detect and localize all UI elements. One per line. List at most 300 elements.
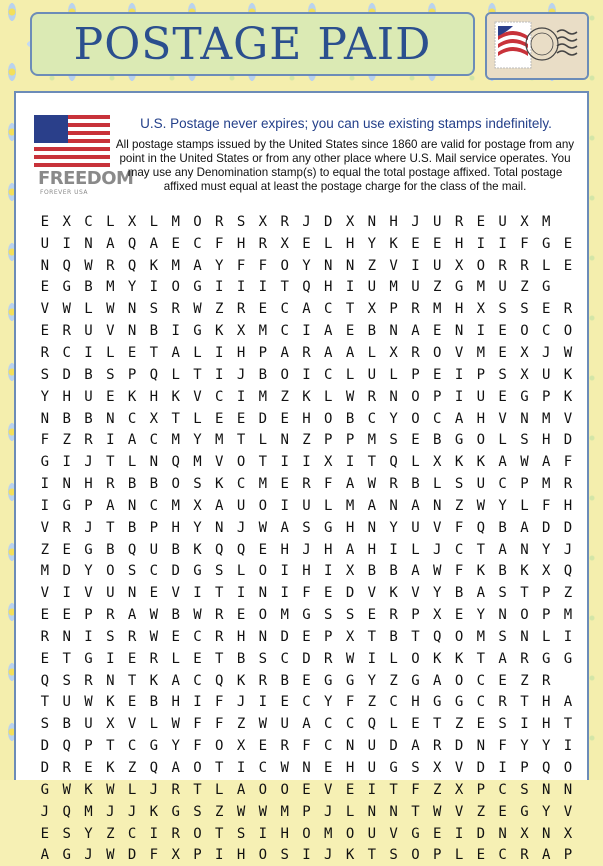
grid-letter[interactable]: O (433, 344, 442, 361)
grid-letter[interactable]: K (454, 454, 464, 471)
grid-letter[interactable]: A (302, 301, 311, 318)
grid-letter[interactable]: X (345, 563, 355, 580)
grid-letter[interactable]: I (215, 847, 224, 864)
grid-letter[interactable]: D (476, 760, 486, 777)
grid-letter[interactable]: K (433, 650, 442, 667)
grid-letter[interactable]: L (454, 847, 464, 864)
grid-letter[interactable]: E (84, 760, 93, 777)
grid-letter[interactable]: P (258, 344, 268, 361)
grid-letter[interactable]: N (542, 825, 551, 842)
grid-letter[interactable]: R (302, 476, 311, 493)
grid-letter[interactable]: L (149, 213, 159, 230)
grid-letter[interactable]: A (345, 344, 355, 361)
grid-letter[interactable]: S (149, 301, 159, 318)
grid-letter[interactable]: J (127, 803, 137, 820)
grid-letter[interactable]: A (324, 344, 333, 361)
grid-letter[interactable]: Q (171, 454, 180, 471)
grid-letter[interactable]: O (563, 323, 573, 340)
grid-letter[interactable]: G (302, 607, 311, 624)
grid-letter[interactable]: E (171, 628, 180, 645)
grid-letter[interactable]: C (324, 301, 333, 318)
grid-letter[interactable]: L (345, 366, 355, 383)
grid-letter[interactable]: A (563, 694, 573, 711)
grid-letter[interactable]: K (149, 257, 159, 274)
grid-letter[interactable]: W (433, 563, 442, 580)
grid-letter[interactable]: T (520, 585, 529, 602)
grid-letter[interactable]: H (476, 410, 486, 427)
grid-letter[interactable]: Z (389, 672, 398, 689)
grid-letter[interactable]: Q (127, 541, 137, 558)
grid-letter[interactable]: L (171, 366, 180, 383)
grid-letter[interactable]: L (542, 257, 551, 274)
grid-letter[interactable]: H (84, 476, 93, 493)
grid-letter[interactable]: U (433, 257, 442, 274)
grid-letter[interactable]: T (389, 781, 398, 798)
grid-letter[interactable]: E (127, 344, 137, 361)
grid-letter[interactable]: I (84, 344, 93, 361)
grid-letter[interactable]: C (324, 366, 333, 383)
grid-letter[interactable]: P (345, 432, 355, 449)
grid-letter[interactable]: H (171, 519, 180, 536)
grid-letter[interactable]: T (411, 803, 420, 820)
grid-letter[interactable]: C (476, 694, 486, 711)
grid-letter[interactable]: S (520, 781, 529, 798)
grid-letter[interactable]: O (258, 847, 268, 864)
grid-letter[interactable]: C (498, 847, 507, 864)
grid-letter[interactable]: R (302, 344, 311, 361)
grid-letter[interactable]: R (258, 235, 268, 252)
grid-letter[interactable]: J (84, 847, 93, 864)
grid-letter[interactable]: A (542, 454, 551, 471)
grid-letter[interactable]: V (84, 585, 93, 602)
grid-letter[interactable]: L (106, 344, 115, 361)
grid-letter[interactable]: O (193, 760, 202, 777)
grid-letter[interactable]: S (258, 650, 268, 667)
grid-letter[interactable]: R (84, 432, 93, 449)
grid-letter[interactable]: C (389, 694, 398, 711)
grid-letter[interactable]: S (62, 825, 71, 842)
grid-letter[interactable]: Q (302, 279, 311, 296)
grid-letter[interactable]: M (476, 628, 486, 645)
grid-letter[interactable]: D (563, 432, 573, 449)
grid-letter[interactable]: S (411, 760, 420, 777)
grid-letter[interactable]: O (258, 563, 268, 580)
grid-letter[interactable]: P (542, 388, 551, 405)
grid-letter[interactable]: E (498, 388, 507, 405)
grid-letter[interactable]: T (106, 454, 115, 471)
grid-letter[interactable]: X (520, 344, 529, 361)
grid-letter[interactable]: A (171, 760, 180, 777)
grid-letter[interactable]: H (236, 847, 246, 864)
grid-letter[interactable]: J (236, 694, 246, 711)
grid-letter[interactable]: I (367, 781, 377, 798)
grid-letter[interactable]: W (520, 454, 529, 471)
grid-letter[interactable]: O (411, 388, 420, 405)
grid-letter[interactable]: B (84, 279, 93, 296)
grid-letter[interactable]: X (433, 607, 442, 624)
grid-letter[interactable]: W (345, 388, 355, 405)
grid-letter[interactable]: P (476, 366, 486, 383)
grid-letter[interactable]: K (127, 388, 137, 405)
grid-letter[interactable]: C (149, 497, 159, 514)
grid-letter[interactable]: X (520, 825, 529, 842)
grid-letter[interactable]: T (106, 519, 115, 536)
grid-letter[interactable]: G (193, 563, 202, 580)
grid-letter[interactable]: H (411, 694, 420, 711)
grid-letter[interactable]: H (367, 541, 377, 558)
grid-letter[interactable]: O (302, 825, 311, 842)
grid-letter[interactable]: O (193, 213, 202, 230)
grid-letter[interactable]: P (542, 585, 551, 602)
grid-letter[interactable]: W (563, 344, 573, 361)
grid-letter[interactable]: T (106, 738, 115, 755)
grid-letter[interactable]: U (302, 497, 311, 514)
grid-letter[interactable]: F (563, 454, 573, 471)
grid-letter[interactable]: N (498, 607, 507, 624)
grid-letter[interactable]: V (215, 454, 224, 471)
grid-letter[interactable]: S (193, 476, 202, 493)
grid-letter[interactable]: R (411, 344, 420, 361)
grid-letter[interactable]: L (411, 454, 420, 471)
grid-letter[interactable]: H (542, 716, 551, 733)
grid-letter[interactable]: E (476, 716, 486, 733)
grid-letter[interactable]: C (193, 235, 202, 252)
grid-letter[interactable]: E (498, 803, 507, 820)
grid-letter[interactable]: B (84, 410, 93, 427)
grid-letter[interactable]: E (40, 213, 50, 230)
grid-letter[interactable]: F (345, 694, 355, 711)
grid-letter[interactable]: C (127, 410, 137, 427)
grid-letter[interactable]: B (367, 323, 377, 340)
grid-letter[interactable]: E (498, 344, 507, 361)
grid-letter[interactable]: C (280, 301, 289, 318)
grid-letter[interactable]: H (324, 279, 333, 296)
grid-letter[interactable]: F (193, 716, 202, 733)
grid-letter[interactable]: S (345, 607, 355, 624)
grid-letter[interactable]: A (280, 344, 289, 361)
grid-letter[interactable]: U (84, 323, 93, 340)
grid-letter[interactable]: E (40, 825, 50, 842)
grid-letter[interactable]: L (389, 366, 398, 383)
grid-letter[interactable]: I (84, 628, 93, 645)
grid-letter[interactable]: V (563, 410, 573, 427)
grid-letter[interactable]: T (258, 454, 268, 471)
grid-letter[interactable]: L (193, 410, 202, 427)
grid-letter[interactable]: I (498, 235, 507, 252)
grid-letter[interactable]: X (258, 213, 268, 230)
grid-letter[interactable]: R (280, 738, 289, 755)
grid-letter[interactable]: M (215, 432, 224, 449)
grid-letter[interactable]: B (280, 672, 289, 689)
grid-letter[interactable]: P (433, 388, 442, 405)
grid-letter[interactable]: J (324, 803, 333, 820)
grid-letter[interactable]: U (367, 738, 377, 755)
grid-letter[interactable]: S (302, 519, 311, 536)
grid-letter[interactable]: N (40, 410, 50, 427)
grid-letter[interactable]: L (433, 476, 442, 493)
grid-letter[interactable]: F (542, 497, 551, 514)
grid-letter[interactable]: S (324, 607, 333, 624)
grid-letter[interactable]: U (84, 388, 93, 405)
grid-letter[interactable]: D (324, 213, 333, 230)
grid-letter[interactable]: I (302, 366, 311, 383)
grid-letter[interactable]: Y (215, 257, 224, 274)
grid-letter[interactable]: M (171, 432, 180, 449)
grid-letter[interactable]: K (389, 585, 398, 602)
grid-letter[interactable]: N (62, 476, 71, 493)
grid-letter[interactable]: A (411, 563, 420, 580)
grid-letter[interactable]: V (433, 519, 442, 536)
grid-letter[interactable]: C (542, 323, 551, 340)
grid-letter[interactable]: U (149, 541, 159, 558)
grid-letter[interactable]: I (454, 366, 464, 383)
grid-letter[interactable]: P (324, 628, 333, 645)
grid-letter[interactable]: C (236, 476, 246, 493)
grid-letter[interactable]: R (542, 672, 551, 689)
grid-letter[interactable]: N (542, 781, 551, 798)
grid-letter[interactable]: R (40, 628, 50, 645)
grid-letter[interactable]: E (433, 366, 442, 383)
grid-letter[interactable]: A (280, 519, 289, 536)
grid-letter[interactable]: S (106, 628, 115, 645)
grid-letter[interactable]: E (302, 672, 311, 689)
grid-letter[interactable]: W (193, 607, 202, 624)
grid-letter[interactable]: B (62, 410, 71, 427)
grid-letter[interactable]: W (193, 301, 202, 318)
grid-letter[interactable]: R (215, 607, 224, 624)
grid-letter[interactable]: J (302, 541, 311, 558)
grid-letter[interactable]: L (367, 344, 377, 361)
grid-letter[interactable]: V (389, 257, 398, 274)
grid-letter[interactable]: Z (476, 803, 486, 820)
grid-letter[interactable]: E (498, 323, 507, 340)
grid-letter[interactable]: N (520, 410, 529, 427)
grid-letter[interactable]: D (542, 519, 551, 536)
grid-letter[interactable]: A (345, 476, 355, 493)
grid-letter[interactable]: X (345, 213, 355, 230)
grid-letter[interactable]: Y (302, 257, 311, 274)
grid-letter[interactable]: R (171, 301, 180, 318)
grid-letter[interactable]: Z (215, 803, 224, 820)
grid-letter[interactable]: G (454, 694, 464, 711)
grid-letter[interactable]: A (193, 257, 202, 274)
grid-letter[interactable]: V (563, 803, 573, 820)
grid-letter[interactable]: G (454, 432, 464, 449)
grid-letter[interactable]: S (236, 213, 246, 230)
grid-letter[interactable]: V (324, 781, 333, 798)
grid-letter[interactable]: W (258, 803, 268, 820)
grid-letter[interactable]: C (62, 344, 71, 361)
grid-letter[interactable]: U (411, 519, 420, 536)
grid-letter[interactable]: L (345, 803, 355, 820)
grid-letter[interactable]: U (40, 235, 50, 252)
grid-letter[interactable]: E (324, 585, 333, 602)
grid-letter[interactable]: P (520, 760, 529, 777)
grid-letter[interactable]: R (62, 323, 71, 340)
grid-letter[interactable]: V (106, 323, 115, 340)
grid-letter[interactable]: G (345, 672, 355, 689)
grid-letter[interactable]: R (498, 257, 507, 274)
grid-letter[interactable]: W (62, 301, 71, 318)
grid-letter[interactable]: R (563, 476, 573, 493)
grid-letter[interactable]: E (433, 323, 442, 340)
grid-letter[interactable]: H (345, 519, 355, 536)
grid-letter[interactable]: N (520, 541, 529, 558)
grid-letter[interactable]: W (258, 716, 268, 733)
grid-letter[interactable]: G (193, 279, 202, 296)
grid-letter[interactable]: Q (389, 454, 398, 471)
grid-letter[interactable]: U (411, 279, 420, 296)
grid-letter[interactable]: B (106, 541, 115, 558)
grid-letter[interactable]: Z (563, 585, 573, 602)
grid-letter[interactable]: I (454, 388, 464, 405)
grid-letter[interactable]: O (106, 563, 115, 580)
grid-letter[interactable]: H (542, 694, 551, 711)
grid-letter[interactable]: H (454, 301, 464, 318)
grid-letter[interactable]: M (542, 410, 551, 427)
grid-letter[interactable]: Y (542, 738, 551, 755)
grid-letter[interactable]: G (62, 847, 71, 864)
grid-letter[interactable]: X (62, 213, 71, 230)
grid-letter[interactable]: S (280, 847, 289, 864)
grid-letter[interactable]: C (476, 672, 486, 689)
grid-letter[interactable]: Q (215, 672, 224, 689)
grid-letter[interactable]: Y (520, 738, 529, 755)
grid-letter[interactable]: G (542, 650, 551, 667)
grid-letter[interactable]: Y (389, 519, 398, 536)
grid-letter[interactable]: E (258, 738, 268, 755)
grid-letter[interactable]: G (411, 825, 420, 842)
grid-letter[interactable]: E (542, 301, 551, 318)
grid-letter[interactable]: P (411, 366, 420, 383)
grid-letter[interactable]: R (563, 301, 573, 318)
grid-letter[interactable]: Z (302, 432, 311, 449)
grid-letter[interactable]: D (389, 738, 398, 755)
grid-letter[interactable]: E (171, 235, 180, 252)
grid-letter[interactable]: I (302, 323, 311, 340)
grid-letter[interactable]: A (127, 607, 137, 624)
grid-letter[interactable]: I (215, 366, 224, 383)
grid-letter[interactable]: Z (62, 432, 71, 449)
grid-letter[interactable]: D (62, 366, 71, 383)
grid-letter[interactable]: C (127, 825, 137, 842)
grid-letter[interactable]: X (476, 301, 486, 318)
grid-letter[interactable]: N (389, 388, 398, 405)
grid-letter[interactable]: I (280, 585, 289, 602)
grid-letter[interactable]: O (215, 738, 224, 755)
grid-letter[interactable]: G (62, 497, 71, 514)
grid-letter[interactable]: C (454, 541, 464, 558)
grid-letter[interactable]: A (324, 323, 333, 340)
grid-letter[interactable]: A (411, 323, 420, 340)
grid-letter[interactable]: I (62, 454, 71, 471)
grid-letter[interactable]: L (171, 650, 180, 667)
grid-letter[interactable]: V (498, 410, 507, 427)
grid-letter[interactable]: Q (40, 672, 50, 689)
grid-letter[interactable]: L (215, 781, 224, 798)
grid-letter[interactable]: Z (280, 388, 289, 405)
grid-letter[interactable]: R (258, 672, 268, 689)
grid-letter[interactable]: T (367, 847, 377, 864)
grid-letter[interactable]: M (280, 803, 289, 820)
grid-letter[interactable]: S (127, 563, 137, 580)
grid-letter[interactable]: B (149, 323, 159, 340)
grid-letter[interactable]: Y (433, 585, 442, 602)
grid-letter[interactable]: F (324, 476, 333, 493)
grid-letter[interactable]: V (193, 388, 202, 405)
grid-letter[interactable]: S (193, 803, 202, 820)
grid-letter[interactable]: I (236, 279, 246, 296)
grid-letter[interactable]: T (367, 628, 377, 645)
grid-letter[interactable]: W (476, 497, 486, 514)
grid-letter[interactable]: Y (367, 235, 377, 252)
grid-letter[interactable]: E (302, 781, 311, 798)
grid-letter[interactable]: P (520, 476, 529, 493)
grid-letter[interactable]: Y (498, 497, 507, 514)
grid-letter[interactable]: I (520, 716, 529, 733)
grid-letter[interactable]: P (433, 847, 442, 864)
grid-letter[interactable]: I (236, 388, 246, 405)
grid-letter[interactable]: R (84, 672, 93, 689)
grid-letter[interactable]: X (520, 213, 529, 230)
grid-letter[interactable]: P (127, 366, 137, 383)
grid-letter[interactable]: W (84, 257, 93, 274)
grid-letter[interactable]: I (149, 825, 159, 842)
grid-letter[interactable]: B (171, 607, 180, 624)
grid-letter[interactable]: F (193, 738, 202, 755)
grid-letter[interactable]: M (476, 344, 486, 361)
grid-letter[interactable]: C (280, 323, 289, 340)
grid-letter[interactable]: S (215, 563, 224, 580)
grid-letter[interactable]: W (345, 650, 355, 667)
grid-letter[interactable]: G (324, 519, 333, 536)
grid-letter[interactable]: X (345, 628, 355, 645)
grid-letter[interactable]: K (476, 563, 486, 580)
grid-letter[interactable]: C (215, 388, 224, 405)
grid-letter[interactable]: N (127, 497, 137, 514)
grid-letter[interactable]: Z (40, 541, 50, 558)
grid-letter[interactable]: Q (236, 541, 246, 558)
grid-letter[interactable]: N (106, 672, 115, 689)
grid-letter[interactable]: C (149, 432, 159, 449)
grid-letter[interactable]: Y (367, 672, 377, 689)
grid-letter[interactable]: N (258, 585, 268, 602)
grid-letter[interactable]: K (520, 563, 529, 580)
grid-letter[interactable]: M (193, 454, 202, 471)
grid-letter[interactable]: P (84, 607, 93, 624)
grid-letter[interactable]: X (520, 366, 529, 383)
grid-letter[interactable]: H (280, 541, 289, 558)
grid-letter[interactable]: N (302, 760, 311, 777)
grid-letter[interactable]: F (215, 235, 224, 252)
grid-letter[interactable]: G (324, 672, 333, 689)
grid-letter[interactable]: N (62, 628, 71, 645)
grid-letter[interactable]: R (62, 519, 71, 536)
grid-letter[interactable]: B (127, 476, 137, 493)
grid-letter[interactable]: J (411, 213, 420, 230)
grid-letter[interactable]: S (106, 366, 115, 383)
grid-letter[interactable]: O (258, 497, 268, 514)
grid-letter[interactable]: Z (215, 301, 224, 318)
grid-letter[interactable]: H (324, 541, 333, 558)
grid-letter[interactable]: S (40, 366, 50, 383)
grid-letter[interactable]: G (171, 803, 180, 820)
grid-letter[interactable]: E (280, 410, 289, 427)
grid-letter[interactable]: R (498, 694, 507, 711)
grid-letter[interactable]: X (236, 323, 246, 340)
grid-letter[interactable]: C (302, 694, 311, 711)
grid-letter[interactable]: U (367, 760, 377, 777)
